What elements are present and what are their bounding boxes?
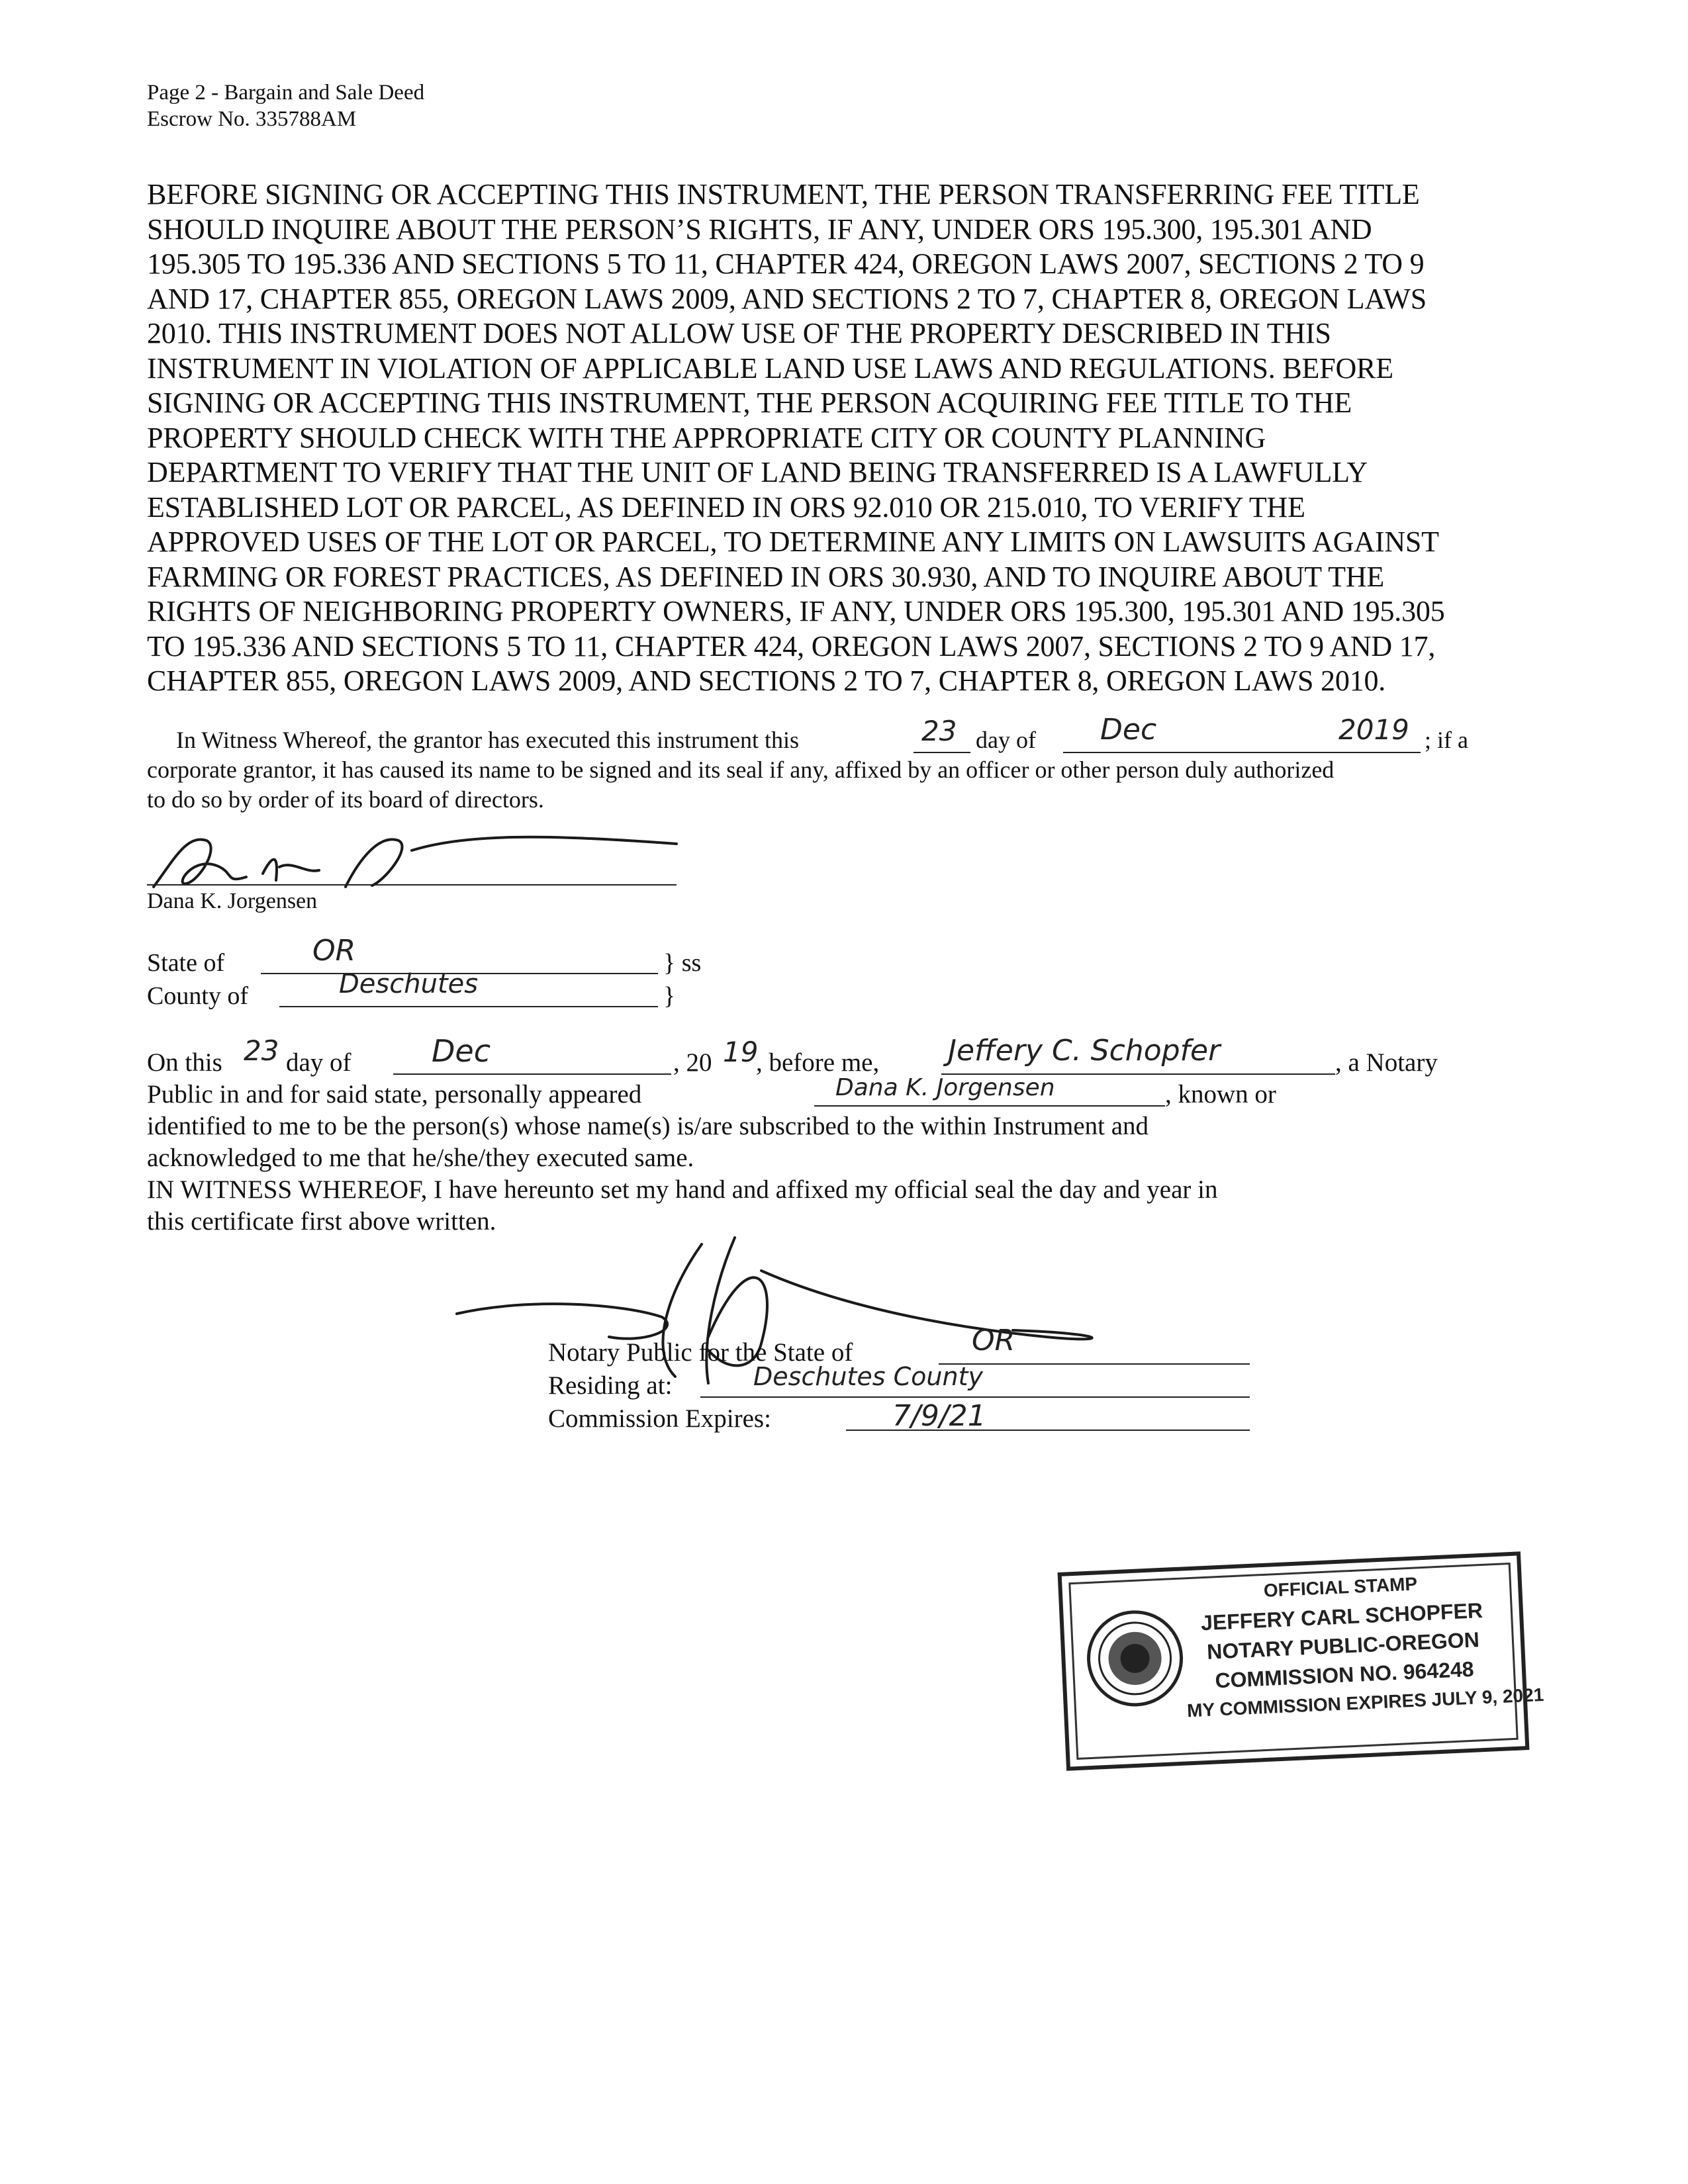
stamp-line1: OFFICIAL STAMP (1263, 1573, 1418, 1601)
ack-day-handwritten: 23 (244, 1034, 279, 1067)
stamp-line5: MY COMMISSION EXPIRES JULY 9, 2021 (1186, 1684, 1544, 1721)
stamp-line2: JEFFERY CARL SCHOPFER (1200, 1598, 1483, 1635)
residing-handwritten: Deschutes County (753, 1362, 983, 1391)
county-handwritten: Deschutes (339, 969, 479, 999)
known-or-text: , known or (1165, 1080, 1276, 1109)
notice-line: FARMING OR FOREST PRACTICES, AS DEFINED IN ORS 30.930, AND TO INQUIRE ABOUT THE (147, 560, 1385, 593)
notice-line: 195.305 TO 195.336 AND SECTIONS 5 TO 11, CHAPTER 424, OREGON LAWS 2007, SECTIONS 2 TO 9 (147, 248, 1425, 280)
notary-public-label: Notary Public for the State of (548, 1338, 853, 1367)
witness-month-handwritten: Dec (1100, 713, 1157, 747)
ack-day-of-label: day of (286, 1048, 352, 1077)
appeared-name-handwritten: Dana K. Jorgensen (835, 1074, 1055, 1101)
stamp-line4: COMMISSION NO. 964248 (1214, 1657, 1475, 1693)
ack-line4: acknowledged to me that he/she/they executed same. (147, 1144, 694, 1172)
day-of-label: day of (976, 727, 1036, 753)
ack-month-handwritten: Dec (432, 1033, 491, 1069)
witness-year-handwritten: 2019 (1338, 713, 1409, 746)
state-label: State of (147, 949, 225, 977)
notice-line: AND 17, CHAPTER 855, OREGON LAWS 2009, AND SECTIONS 2 TO 7, CHAPTER 8, OREGON LAWS (147, 282, 1427, 315)
escrow-number: Escrow No. 335788AM (147, 107, 357, 131)
witness-clause (147, 713, 1544, 815)
header-title: Page 2 - Bargain and Sale Deed (147, 81, 425, 105)
notary-state-underline (939, 1363, 1250, 1365)
notice-line: CHAPTER 855, OREGON LAWS 2009, AND SECTIONS 2 TO 7, CHAPTER 8, OREGON LAWS 2010. (147, 664, 1386, 697)
commission-expires-label: Commission Expires: (548, 1404, 771, 1433)
notice-line: PROPERTY SHOULD CHECK WITH THE APPROPRIATE CITY OR COUNTY PLANNING (147, 421, 1266, 454)
ack-line6: this certificate first above written. (147, 1207, 496, 1236)
ack-month-underline (393, 1073, 671, 1075)
witness-line2: corporate grantor, it has caused its name to be signed and its seal if any, affixed by an officer or other person duly authorized (147, 756, 1335, 783)
witness-day-handwritten: 23 (921, 715, 957, 747)
notice-line: 2010. THIS INSTRUMENT DOES NOT ALLOW USE OF THE PROPERTY DESCRIBED IN THIS (147, 317, 1331, 349)
commission-underline (846, 1430, 1250, 1431)
notice-line: INSTRUMENT IN VIOLATION OF APPLICABLE LAND USE LAWS AND REGULATIONS. BEFORE (147, 351, 1393, 385)
month-year-underline (1063, 752, 1421, 753)
notice-line: BEFORE SIGNING OR ACCEPTING THIS INSTRUMENT, THE PERSON TRANSFERRING FEE TITLE (147, 178, 1420, 210)
ack-line5: IN WITNESS WHEREOF, I have hereunto set my hand and affixed my official seal the day and year in (147, 1175, 1218, 1204)
grantor-signature-line (147, 884, 677, 886)
appeared-underline (814, 1105, 1165, 1107)
notary-block (548, 1324, 1250, 1443)
county-underline (279, 1006, 658, 1007)
witness-prefix: In Witness Whereof, the grantor has executed this instrument this (176, 727, 799, 753)
ack-year-prefix: , 20 (673, 1048, 712, 1077)
notary-state-handwritten: OR (972, 1324, 1015, 1357)
land-use-notice (147, 177, 1544, 699)
state-handwritten: OR (312, 934, 356, 968)
county-brace: } (663, 982, 676, 1010)
notice-line: TO 195.336 AND SECTIONS 5 TO 11, CHAPTER 424, OREGON LAWS 2007, SECTIONS 2 TO 9 AND 17, (147, 629, 1436, 662)
county-label: County of (147, 982, 249, 1010)
commission-date-handwritten: 7/9/21 (892, 1399, 986, 1433)
if-a-text: ; if a (1425, 727, 1468, 753)
on-this-label: On this (147, 1048, 222, 1077)
notary-name-handwritten: Jeffery C. Schopfer (948, 1034, 1221, 1068)
ss-brace: } ss (663, 949, 702, 977)
notice-line: DEPARTMENT TO VERIFY THAT THE UNIT OF LAND BEING TRANSFERRED IS A LAWFULLY (147, 456, 1368, 488)
notice-line: RIGHTS OF NEIGHBORING PROPERTY OWNERS, IF ANY, UNDER ORS 195.300, 195.301 AND 195.305 (147, 595, 1445, 627)
ack-year-handwritten: 19 (723, 1036, 759, 1068)
residing-underline (700, 1396, 1250, 1398)
notice-line: APPROVED USES OF THE LOT OR PARCEL, TO DETERMINE ANY LIMITS ON LAWSUITS AGAINST (147, 525, 1439, 558)
before-me-label: , before me, (756, 1048, 880, 1077)
official-notary-stamp (1058, 1551, 1544, 1770)
a-notary-text: , a Notary (1335, 1048, 1438, 1077)
ack-line3: identified to me to be the person(s) whose name(s) is/are subscribed to the within Instrument and (147, 1112, 1149, 1140)
notice-line: SIGNING OR ACCEPTING THIS INSTRUMENT, THE PERSON ACQUIRING FEE TITLE TO THE (147, 387, 1352, 419)
witness-line3: to do so by order of its board of directors. (147, 786, 544, 813)
stamp-text (1181, 1566, 1544, 1726)
state-seal-icon (1083, 1607, 1187, 1711)
notice-line: SHOULD INQUIRE ABOUT THE PERSON’S RIGHTS, IF ANY, UNDER ORS 195.300, 195.301 AND (147, 212, 1372, 246)
grantor-name: Dana K. Jorgensen (147, 889, 318, 913)
ack-line2 (147, 1074, 1544, 1112)
venue-block (147, 934, 743, 1014)
personally-appeared-label: Public in and for said state, personally appeared (147, 1080, 642, 1109)
notice-line: ESTABLISHED LOT OR PARCEL, AS DEFINED IN ORS 92.010 OR 215.010, TO VERIFY THE (147, 490, 1305, 523)
residing-at-label: Residing at: (548, 1371, 673, 1400)
day-underline (914, 752, 970, 753)
stamp-line3: NOTARY PUBLIC-OREGON (1206, 1627, 1480, 1664)
